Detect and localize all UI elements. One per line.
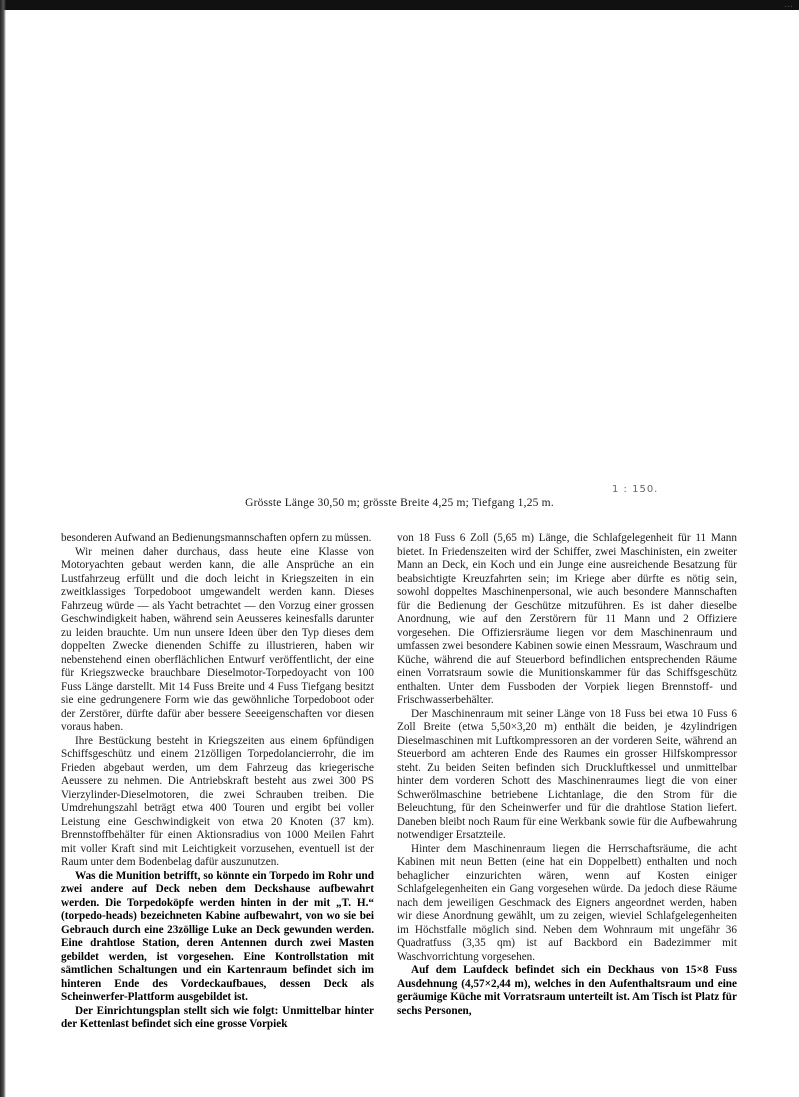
paragraph: Der Maschinenraum mit seiner Länge von 18 Fuss bei etwa 10 Fuss 6 Zoll Breite (etwa 5,50×3,20 m) enthält die beiden, je 4zylindrigen Dieselmaschinen mit Luftkompressoren an der vorderen Seite, während an Steuerbord am achteren Ende des Raumes ein grosser Hilfskompressor steht. Zu beiden Seiten befinden sich Druckluftkessel und unmittelbar hinter dem vorderen Schott des Maschinenraumes liegt die von einer Schwerölmaschine betriebene Lichtanlage, die den Strom für die Beleuchtung, für den Scheinwerfer und für die drahtlose Station liefert. Daneben bleibt noch Raum für eine Werkbank sowie für die Aufbewahrung notwendiger Ersatzteile. (397, 707, 737, 841)
scan-left-border (0, 0, 6, 1097)
paragraph: Auf dem Laufdeck befindet sich ein Deckhaus von 15×8 Fuss Ausdehnung (4,57×2,44 m), welches in den Aufenthaltsraum und eine geräumige Küche mit Vorratsraum unterteilt ist. Am Tisch ist Platz für sechs Personen, (397, 964, 737, 1017)
paragraph: besonderen Aufwand an Bedienungsmannschaften opfern zu müssen. (61, 532, 372, 544)
paragraph: Ihre Bestückung besteht in Kriegszeiten aus einem 6pfündigen Schiffsgeschütz und einem 21zölligen Torpedolancierrohr, die im Frieden abgebaut werden, um dem Fahrzeug das kriegerische Aeussere zu nehmen. Die Antriebskraft besteht aus zwei 300 PS Vierzylinder-Dieselmotoren, die zwei Schrauben treiben. Die Umdrehungszahl beträgt etwa 400 Touren und ergibt bei voller Leistung eine Geschwindigkeit von etwa 20 Knoten (37 km). Brennstoffbehälter für einen Aktionsradius von 1000 Meilen Fahrt mit voller Kraft sind mit Leichtigkeit vorzusehen, eventuell ist der Raum unter dem Bodenbelag dafür auszunutzen. (61, 734, 374, 868)
paragraph: Hinter dem Maschinenraum liegen die Herrschaftsräume, die acht Kabinen mit neun Betten (eine hat ein Doppelbett) enthalten und noch behaglicher einzurichten wären, wenn auf Kosten einiger Schlafgelegenheiten ein Gang vorgesehen würde. Da jedoch diese Räume nach dem jeweiligen Geschmack des Eigners angeordnet werden, haben wir diese Anordnung gewählt, um zu zeigen, wieviel Schlafgelegenheiten im Höchstfalle möglich sind. Neben dem Wohnraum mit ungefähr 36 Quadratfuss (3,35 qm) ist auf Backbord ein Badezimmer mit Waschvorrichtung vorgesehen. (397, 842, 737, 963)
paragraph: Was die Munition betrifft, so könnte ein Torpedo im Rohr und zwei andere auf Deck neben dem Deckshause aufbewahrt werden. Die Torpedoköpfe werden hinten in der mit „T. H.“ (torpedo-heads) bezeichneten Kabine aufbewahrt, von wo sie bei Gebrauch durch eine 23zöllige Luke an Deck gewunden werden. Eine drahtlose Station, deren Antennen durch zwei Masten gebildet werden, ist vorgesehen. Eine Kontrollstation mit sämtlichen Schaltungen und ein Kartenraum befindet sich im hinteren Ende des Vordeckaufbaues, dessen Deck als Scheinwerfer-Plattform ausgebildet ist. (61, 869, 374, 1003)
corner-page-mark: ... (784, 0, 793, 10)
scan-top-border (0, 0, 799, 10)
right-text-column (397, 532, 737, 1018)
paragraph: Wir meinen daher durchaus, dass heute eine Klasse von Motoryachten gebaut werden kann, die alle Ansprüche an ein Lustfahrzeug erfüllt und die doch leicht in Kriegszeiten in ein zweitklassiges Torpedoboot umgewandelt werden kann. Dieses Fahrzeug würde — als Yacht betrachtet — den Vorzug einer grossen Geschwindigkeit haben, während sein Aeusseres keinesfalls darunter zu leiden brauchte. Um nun unsere Ideen über den Typ dieses dem doppelten Zwecke dienenden Schiffe zu illustrieren, haben wir nebenstehend einen oberflächlichen Entwurf veröffentlicht, der eine für Kriegszwecke brauchbare Dieselmotor-Torpedoyacht von 100 Fuss Länge darstellt. Mit 14 Fuss Breite und 4 Fuss Tiefgang besitzt sie eine gedrungenere Form wie das gewöhnliche Torpedoboot oder der Zerstörer, dürfte dafür aber bessere Seeeigenschaften vor diesen voraus haben. (61, 545, 374, 733)
left-text-column (61, 532, 374, 1032)
paragraph: von 18 Fuss 6 Zoll (5,65 m) Länge, die Schlafgelegenheit für 11 Mann bietet. In Friedenszeiten wird der Schiffer, zwei Maschinisten, ein zweiter Mann an Deck, ein Koch und ein Junge eine ausreichende Besatzung für beabsichtigte Kreuzfahrten sein; im Kriege aber dürfte es nötig sein, sowohl doppeltes Maschinenpersonal, wie auch besondere Mannschaften für die Bedienung der Geschütze mitzuführen. Es ist daher dieselbe Anordnung, wie auf den Zerstörern für 11 Mann und 2 Offiziere vorgesehen. Die Offiziersräume liegen vor dem Maschinenraum und umfassen zwei besondere Kabinen sowie einen Messraum, Waschraum und Küche, während die auf Steuerbord befindlichen entsprechenden Räume einen Vorratsraum sowie die Munitionskammer für das Schiffsgeschütz enthalten. Unter dem Fussboden der Vorpiek liegen Brennstoff- und Frischwasserbehälter. (397, 532, 737, 706)
figure-caption: Grösste Länge 30,50 m; grösste Breite 4,25 m; Tiefgang 1,25 m. (245, 497, 554, 509)
paragraph: Der Einrichtungsplan stellt sich wie folgt: Unmittelbar hinter der Kettenlast befindet sich eine grosse Vorpiek (61, 1004, 374, 1030)
figure-scale: 1 : 150. (612, 484, 659, 495)
